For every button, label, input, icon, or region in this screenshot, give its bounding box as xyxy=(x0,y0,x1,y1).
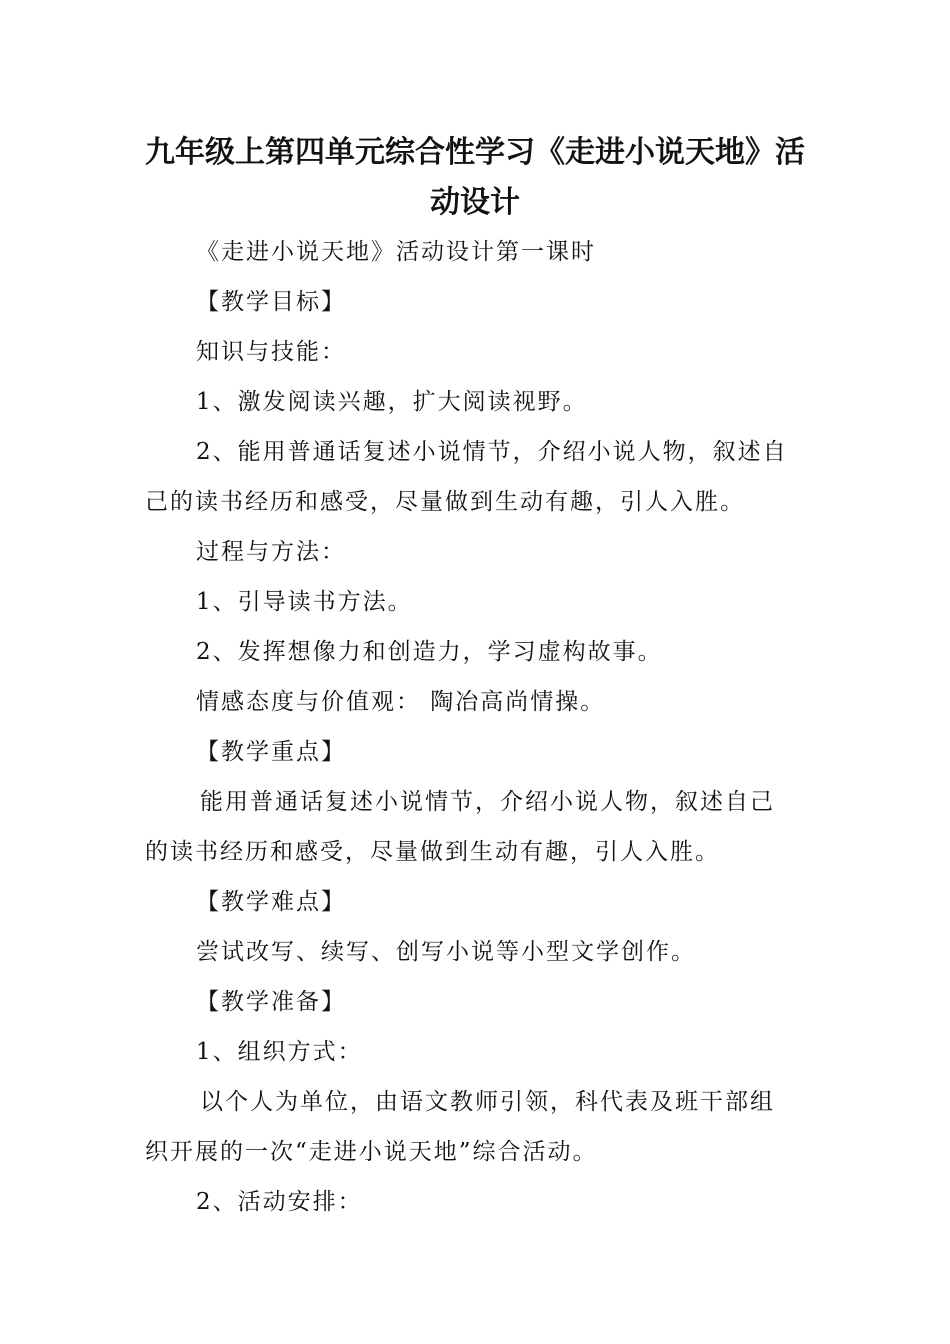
organization-line-1: 以个人为单位，由语文教师引领，科代表及班干部组 xyxy=(200,1089,775,1115)
document-title: 九年级上第四单元综合性学习《走进小说天地》活动设计 xyxy=(145,135,805,220)
key-points-line-1: 能用普通话复述小说情节，介绍小说人物，叙述自己 xyxy=(200,789,775,815)
key-points-line-2: 的读书经历和感受，尽量做到生动有趣，引人入胜。 xyxy=(145,839,720,865)
objective-item-2-line-2: 己的读书经历和感受，尽量做到生动有趣，引人入胜。 xyxy=(145,489,745,515)
section-heading-difficulties: 【教学难点】 xyxy=(196,889,346,915)
objective-item-1: 1、激发阅读兴趣，扩大阅读视野。 xyxy=(196,389,588,415)
organization-line-2: 织开展的一次“走进小说天地”综合活动。 xyxy=(145,1139,598,1165)
emotion-values-line: 情感态度与价值观： 陶冶高尚情操。 xyxy=(196,689,606,715)
section-heading-key-points: 【教学重点】 xyxy=(196,739,346,765)
subheading-knowledge-skills: 知识与技能： xyxy=(196,339,346,365)
process-item-1: 1、引导读书方法。 xyxy=(196,589,413,615)
difficulties-text: 尝试改写、续写、创写小说等小型文学创作。 xyxy=(196,939,696,965)
preparation-item-1: 1、组织方式： xyxy=(196,1039,363,1065)
section-heading-preparation: 【教学准备】 xyxy=(196,989,346,1015)
process-item-2: 2、发挥想像力和创造力，学习虚构故事。 xyxy=(196,639,663,665)
preparation-item-2: 2、活动安排： xyxy=(196,1189,363,1215)
section-heading-objectives: 【教学目标】 xyxy=(196,289,346,315)
objective-item-2-line-1: 2、能用普通话复述小说情节，介绍小说人物，叙述自 xyxy=(196,439,788,465)
subheading-process-method: 过程与方法： xyxy=(196,539,346,565)
lesson-subtitle: 《走进小说天地》活动设计第一课时 xyxy=(196,239,596,265)
